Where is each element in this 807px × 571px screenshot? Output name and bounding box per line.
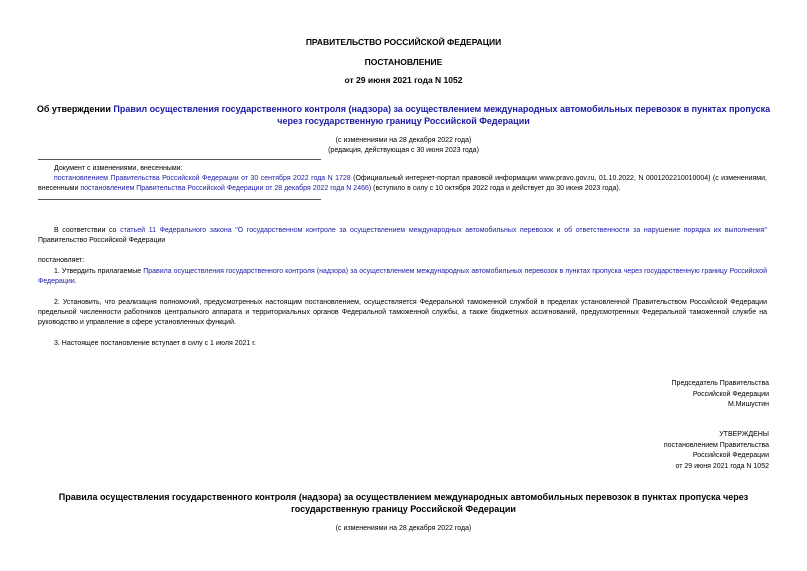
approved-line-1: УТВЕРЖДЕНЫ — [719, 431, 769, 438]
divider-bottom — [38, 199, 321, 200]
rules-title — [0, 491, 807, 515]
title-link-line-2[interactable]: через государственную границу Российской Федерации — [277, 116, 530, 126]
title-line-1 — [0, 103, 807, 115]
rules-edition: (с изменениями на 28 декабря 2022 года) — [335, 525, 472, 532]
approved-block — [664, 430, 769, 472]
decides-label: постановляет: — [38, 257, 85, 264]
amendment-text-2: ) (вступило в силу с 10 октября 2022 года и действует до 30 июня 2023 года). — [368, 185, 621, 192]
item-1 — [38, 267, 767, 287]
edition-valid: (редакция, действующая с 30 июня 2023 года) — [328, 147, 479, 154]
document-title — [0, 103, 807, 127]
preamble-pre: В соответствии со — [54, 227, 121, 234]
government-heading: ПРАВИТЕЛЬСТВО РОССИЙСКОЙ ФЕДЕРАЦИИ — [305, 37, 502, 47]
amendment-intro: Документ с изменениями, внесенными: — [54, 165, 183, 172]
amendment-link-2[interactable]: постановлением Правительства Российской Федерации от 28 декабря 2022 года N 2466 — [80, 185, 369, 192]
preamble-post: Правительство Российской Федерации — [38, 237, 166, 244]
signature-line-1: Председатель Правительства — [671, 380, 769, 387]
title-link[interactable]: Правил осуществления государственного контроля (надзора) за осуществлением международных автомобильных перевозок в пунктах пропуска — [113, 104, 771, 114]
document-type: ПОСТАНОВЛЕНИЕ — [364, 57, 443, 67]
amendment-text-1: (Официальный интернет-портал правовой информации www.pravo.gov.ru, 01.10.2022, N 0001202210010004) (с изменениями, внесенными — [38, 175, 767, 192]
document-date-number: от 29 июня 2021 года N 1052 — [344, 75, 463, 85]
preamble-law-link[interactable]: статьей 11 Федерального закона "О государственном контроле за осуществлением международных автомобильных перевозок и об ответственности за нарушение порядка их выполнения" — [120, 227, 767, 234]
item-1-post: . — [74, 278, 77, 285]
signature-line-2: Российской Федерации — [692, 390, 769, 398]
approved-line-3: Российской Федерации — [692, 452, 769, 459]
rules-title-line-2: государственную границу Российской Федерации — [291, 504, 516, 514]
amendment-link-1[interactable]: постановлением Правительства Российской Федерации от 30 сентября 2022 года N 1728 — [54, 175, 351, 182]
rules-title-line-1: Правила осуществления государственного контроля (надзора) за осуществлением международных автомобильных перевозок в пунктах пропуска через — [58, 492, 749, 502]
preamble — [38, 226, 767, 246]
approved-line-2: постановлением Правительства — [663, 441, 769, 449]
edition-changes: (с изменениями на 28 декабря 2022 года) — [335, 137, 472, 144]
signature-name: М.Мишустин — [727, 401, 769, 408]
divider-top — [38, 159, 321, 160]
amendment-text — [38, 174, 767, 194]
item-1-pre: 1. Утвердить прилагаемые — [54, 268, 144, 275]
item-2: 2. Установить, что реализация полномочий, предусмотренных настоящим постановлением, осуществляется Федеральной таможенной службой в пределах установленной Правительством Российской Федерации предельной численности работников центрального аппарата и территориальных органов Федеральной таможенной службы, а также бюджетных ассигнований, предусмотренных Федеральной таможенной службе на руководство и управление в сфере установленных функций. — [38, 299, 767, 326]
approved-line-4: от 29 июня 2021 года N 1052 — [675, 462, 769, 470]
signature-block — [672, 379, 769, 411]
item-1-rules-link[interactable]: Правила осуществления государственного контроля (надзора) за осуществлением международных автомобильных перевозок в пунктах пропуска через государственную границу Российской Федерации — [38, 268, 767, 285]
title-prefix: Об утверждении — [36, 104, 114, 114]
item-3: 3. Настоящее постановление вступает в силу с 1 июля 2021 г. — [54, 340, 256, 347]
